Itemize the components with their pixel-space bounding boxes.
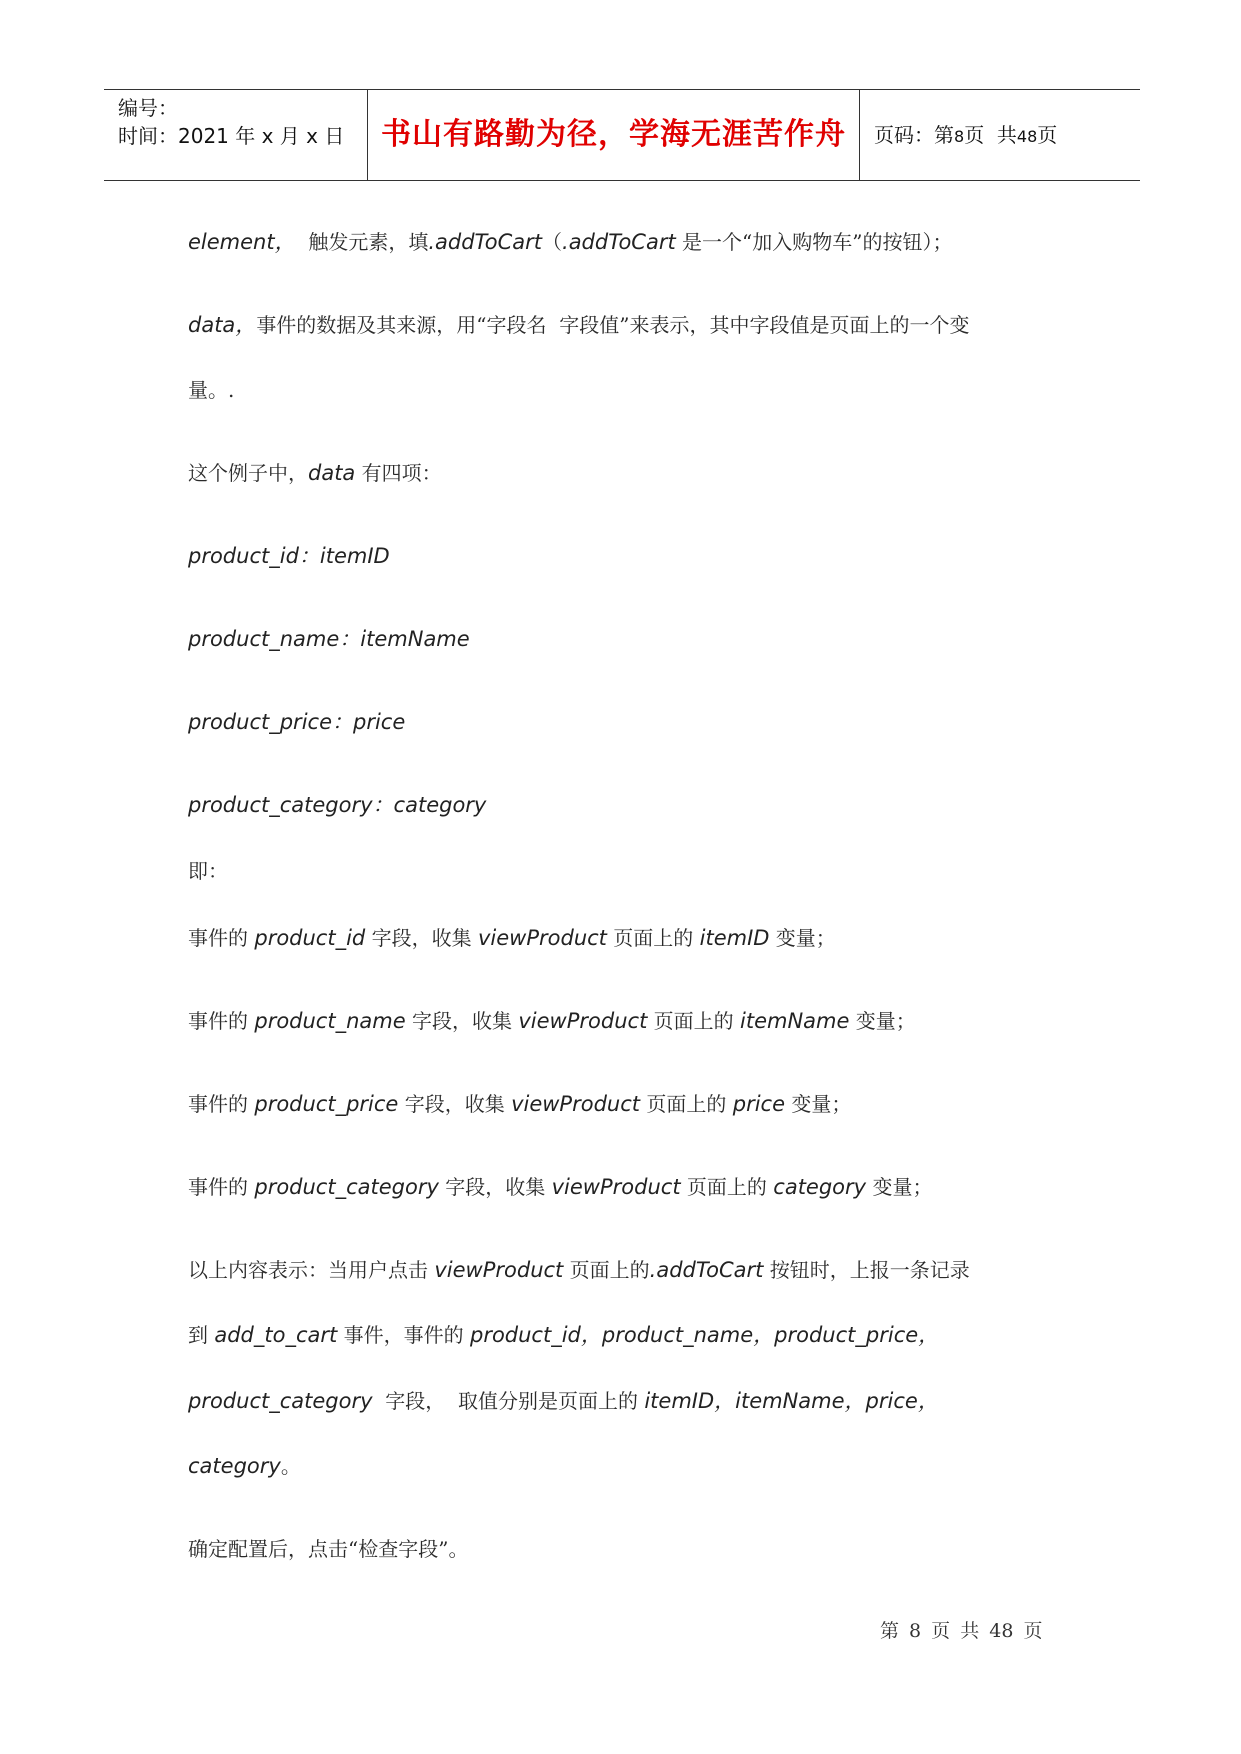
header-page-number [874, 90, 1057, 180]
term: product_id，product_name，product_price， [469, 1323, 940, 1347]
page-header [104, 89, 1140, 181]
term-data: data [308, 461, 356, 485]
header-meta [118, 94, 358, 150]
term: viewProduct [511, 1092, 641, 1116]
text: 变量； [849, 1009, 916, 1033]
text: 有四项： [355, 461, 442, 485]
para-data [188, 310, 969, 340]
text: 字段，收集 [398, 1092, 512, 1116]
term: add_to_cart [214, 1323, 338, 1347]
text: 按钮时，上报一条记录 [763, 1258, 970, 1282]
header-page-suffix: 页 [1037, 123, 1058, 147]
text: 页面上的 [647, 1009, 741, 1033]
text: 事件的 [188, 1009, 255, 1033]
header-divider-right [859, 90, 860, 180]
para-data-items [188, 458, 442, 488]
para-summary-3 [188, 1386, 939, 1416]
term: viewProduct [518, 1009, 648, 1033]
mapping: product_category：category [188, 793, 487, 817]
para-collect-id [188, 923, 836, 953]
text: 触发元素，填 [295, 230, 429, 254]
para-summary-2 [188, 1320, 939, 1350]
term: product_category [188, 1389, 373, 1413]
term: price [732, 1092, 785, 1116]
para-confirm [188, 1534, 468, 1564]
mapping: product_id：itemID [188, 544, 390, 568]
term: itemID，itemName，price， [644, 1389, 939, 1413]
text: 确定配置后，点击“检查字段”。 [188, 1537, 469, 1561]
term: product_name [254, 1009, 406, 1033]
text: 变量； [866, 1175, 933, 1199]
header-page-total: 48 [1016, 127, 1038, 146]
header-date-label: 时间：2021 年 x 月 x 日 [118, 124, 345, 148]
term-addtocart: .addToCart [562, 230, 676, 254]
term: product_category [254, 1175, 439, 1199]
text: 字段，收集 [365, 926, 478, 950]
page-footer: 第 8 页 共 48 页 [880, 1620, 1043, 1642]
text: 变量； [769, 926, 836, 950]
item-product-id [188, 541, 390, 571]
term: itemID [699, 926, 770, 950]
term: viewProduct [551, 1175, 681, 1199]
text: 页面上的 [563, 1258, 650, 1282]
mapping: product_price：price [188, 710, 406, 734]
term-element: element， [188, 230, 296, 254]
text: 是一个“加入购物车”的按钮）； [675, 230, 953, 254]
para-data-cont [188, 375, 234, 405]
text: 量。. [188, 378, 235, 402]
item-product-category [188, 790, 486, 820]
text: （ [542, 230, 563, 254]
para-summary-4 [188, 1451, 301, 1481]
header-page-current: 8 [954, 127, 965, 146]
text: 页面上的 [606, 926, 700, 950]
para-namely [188, 856, 228, 886]
term: itemName [740, 1009, 850, 1033]
text: 以上内容表示：当用户点击 [188, 1258, 435, 1282]
term: product_price [254, 1092, 399, 1116]
text: 事件的 [188, 1175, 255, 1199]
text: 这个例子中， [188, 461, 308, 485]
text: 页面上的 [680, 1175, 774, 1199]
text: 事件的 [188, 926, 255, 950]
term: product_id [254, 926, 366, 950]
para-collect-name [188, 1006, 916, 1036]
text: 事件的 [188, 1092, 255, 1116]
header-number-label: 编号： [118, 96, 178, 120]
item-product-name [188, 624, 470, 654]
text: 变量； [785, 1092, 852, 1116]
para-summary-1 [188, 1255, 970, 1285]
text: 到 [188, 1323, 215, 1347]
term: viewProduct [434, 1258, 564, 1282]
header-page-mid: 页 共 [964, 123, 1017, 147]
term: category [773, 1175, 867, 1199]
text: 字段，收集 [438, 1175, 552, 1199]
para-collect-price [188, 1089, 851, 1119]
para-collect-category [188, 1172, 932, 1202]
term-data: data， [188, 313, 257, 337]
term: viewProduct [477, 926, 607, 950]
text: 事件，事件的 [337, 1323, 470, 1347]
text: 页面上的 [640, 1092, 733, 1116]
text: 事件的数据及其来源，用“字段名 字段值”来表示，其中字段值是页面上的一个变 [256, 313, 970, 337]
text: 。 [280, 1454, 301, 1478]
item-product-price [188, 707, 405, 737]
header-motto: 书山有路勤为径，学海无涯苦作舟 [381, 117, 846, 152]
term-addtocart: .addToCart [428, 230, 543, 254]
para-element [188, 227, 953, 257]
text: 即： [188, 859, 228, 883]
mapping: product_name：itemName [188, 627, 470, 651]
text: 字段， 取值分别是页面上的 [372, 1389, 645, 1413]
term: .addToCart [649, 1258, 764, 1282]
header-page-prefix: 页码：第 [874, 123, 954, 147]
term: category [188, 1454, 281, 1478]
text: 字段，收集 [405, 1009, 519, 1033]
